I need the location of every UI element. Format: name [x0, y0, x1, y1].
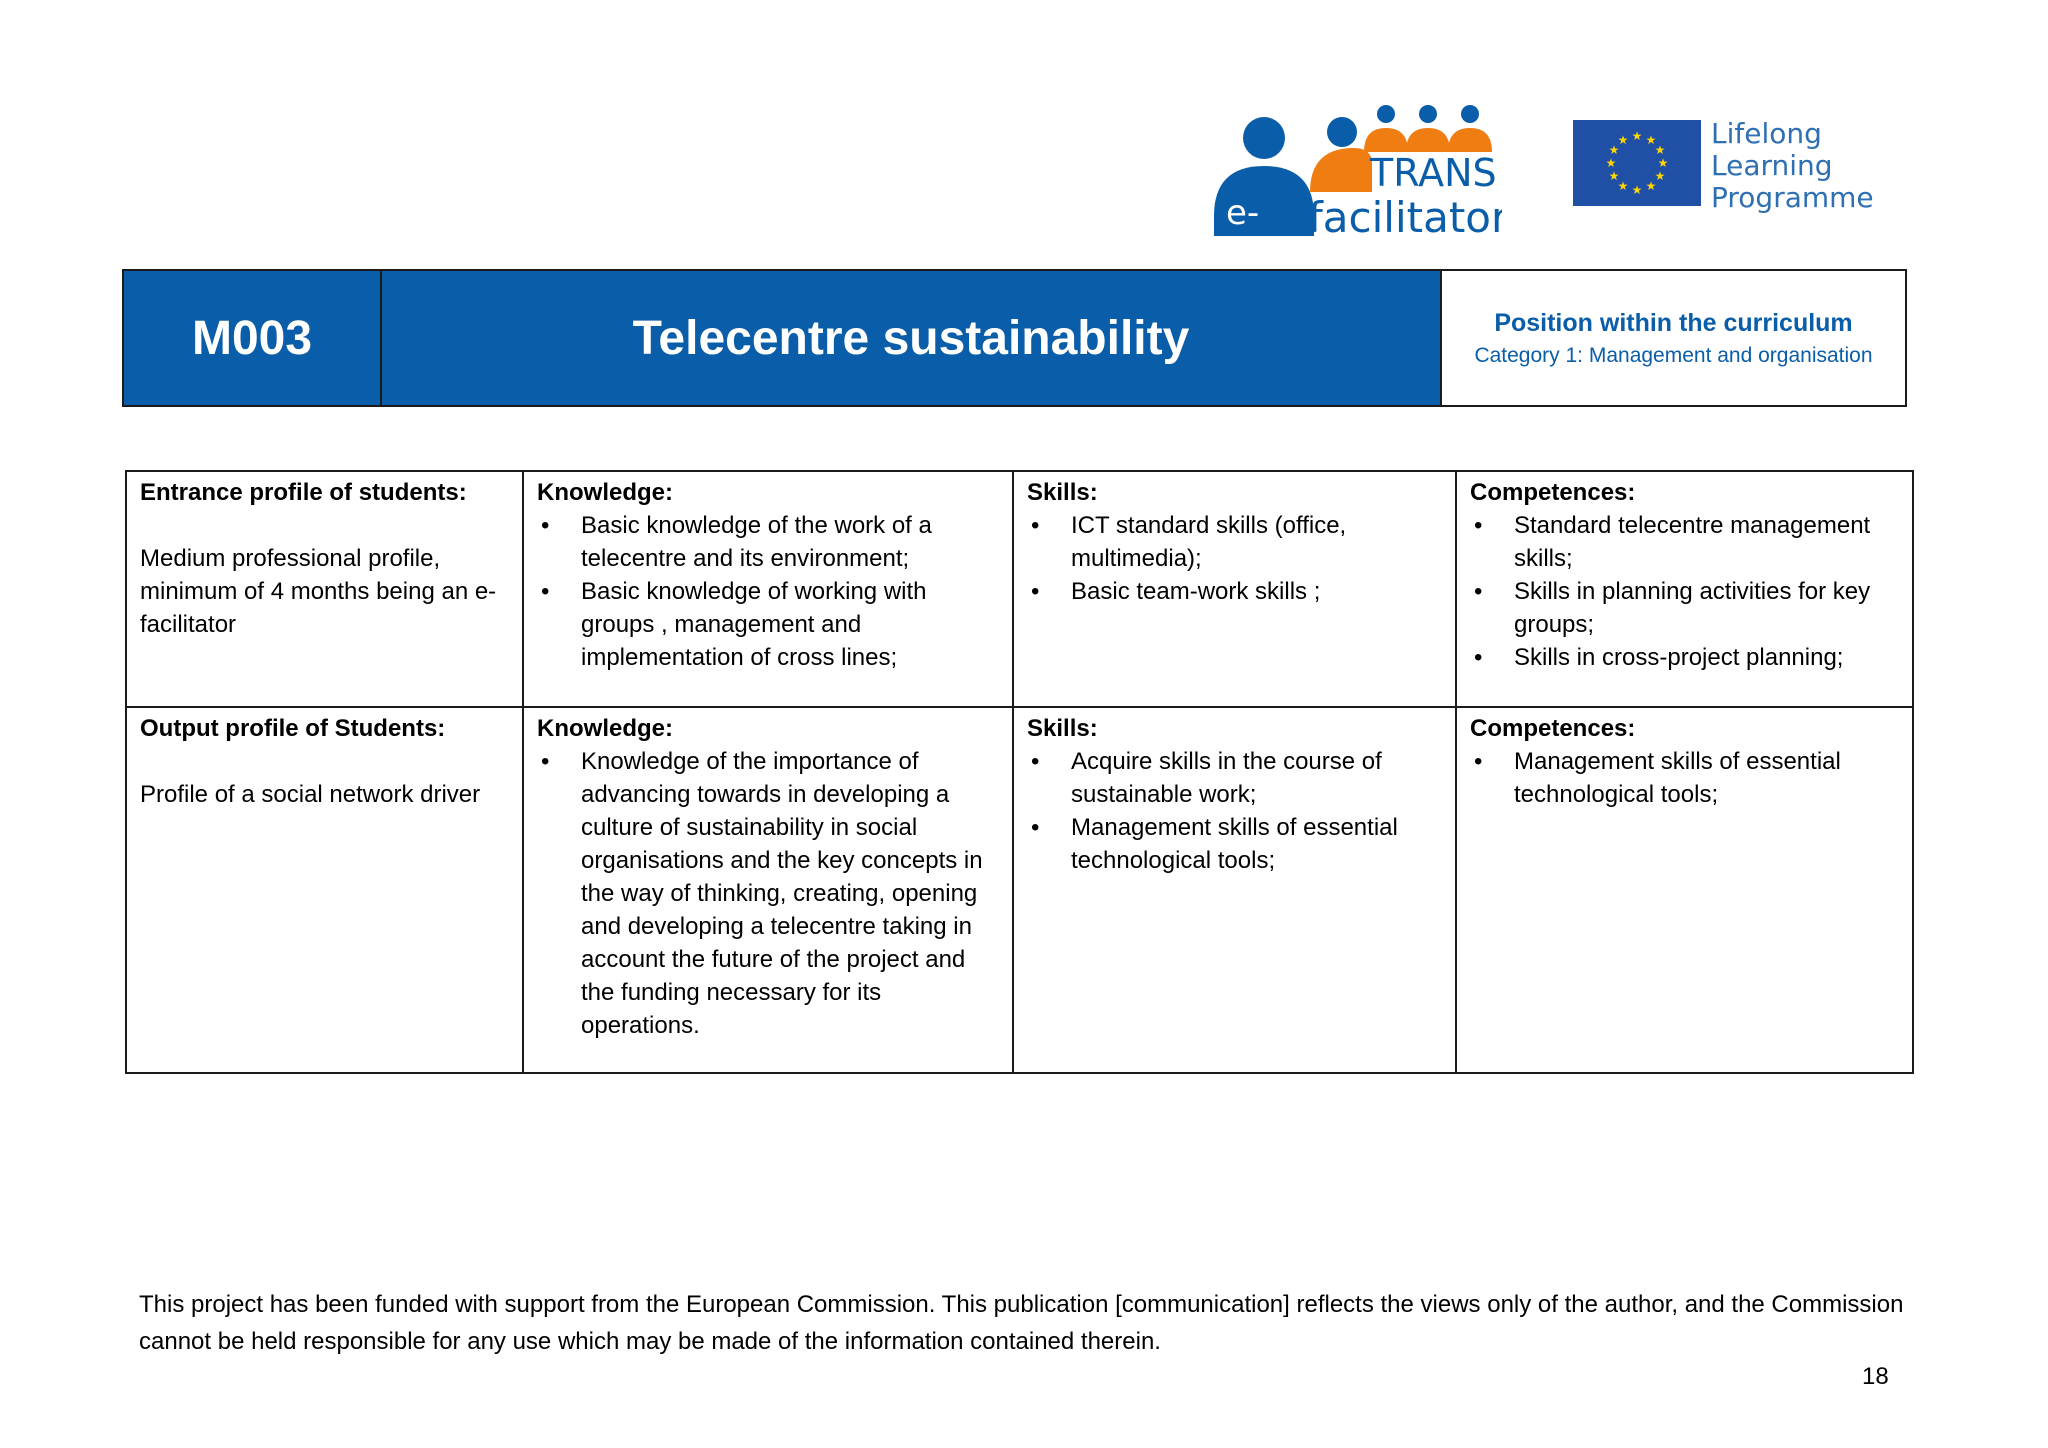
knowledge-heading: Knowledge:	[537, 715, 673, 742]
list-item: • Skills in cross-project planning;	[1470, 641, 1900, 674]
output-profile-text: Profile of a social network driver	[140, 781, 481, 808]
list-item: • ICT standard skills (office, multimedia);	[1027, 509, 1443, 575]
svg-text:★: ★	[1608, 169, 1620, 183]
lifelong-learning-logo	[1573, 117, 1883, 214]
svg-text:★: ★	[1645, 179, 1657, 193]
svg-text:★: ★	[1645, 133, 1657, 147]
list-item: • Acquire skills in the course of sustainable work;	[1027, 745, 1443, 811]
profile-table	[125, 470, 1914, 1074]
svg-text:★: ★	[1605, 156, 1617, 170]
svg-text:★: ★	[1654, 169, 1666, 183]
svg-text:★: ★	[1631, 129, 1643, 143]
list-item: • Basic team-work skills ;	[1027, 575, 1443, 608]
eu-flag-icon	[1573, 120, 1701, 206]
module-header	[122, 269, 1907, 407]
skills-cell	[1013, 707, 1456, 1073]
trans-efacilitator-logo	[1212, 100, 1502, 240]
svg-text:★: ★	[1631, 183, 1643, 197]
competences-heading: Competences:	[1470, 715, 1636, 742]
output-profile-cell	[126, 707, 523, 1073]
module-code: M003	[124, 271, 382, 405]
logo-trans-text: TRANS	[1370, 151, 1497, 195]
table-row	[126, 471, 1913, 707]
curriculum-position	[1440, 271, 1905, 405]
svg-text:★: ★	[1654, 143, 1666, 157]
llp-line-2: Learning	[1711, 149, 1833, 182]
competences-cell	[1456, 707, 1913, 1073]
list-item: • Skills in planning activities for key groups;	[1470, 575, 1900, 641]
competences-heading: Competences:	[1470, 479, 1636, 506]
list-item: • Management skills of essential technological tools;	[1027, 811, 1443, 877]
logo-prefix: e-	[1226, 193, 1260, 233]
svg-text:★: ★	[1617, 179, 1629, 193]
table-row	[126, 707, 1913, 1073]
module-title: Telecentre sustainability	[382, 271, 1440, 405]
svg-text:★: ★	[1608, 143, 1620, 157]
position-category: Category 1: Management and organisation	[1474, 343, 1873, 367]
list-item: • Basic knowledge of working with groups , management and implementation of cross lines;	[537, 575, 1000, 674]
knowledge-cell	[523, 471, 1013, 707]
svg-text:★: ★	[1617, 133, 1629, 147]
list-item: • Management skills of essential technological tools;	[1470, 745, 1900, 811]
entrance-profile-cell	[126, 471, 523, 707]
skills-heading: Skills:	[1027, 715, 1098, 742]
list-item: • Knowledge of the importance of advancing towards in developing a culture of sustainability in social organisations and the key concepts in the way of thinking, creating, opening and developing a telecentre taking in account the future of the project and the funding necessary for its operations.	[537, 745, 1000, 1042]
skills-heading: Skills:	[1027, 479, 1098, 506]
llp-line-3: Programme	[1711, 181, 1874, 214]
skills-cell	[1013, 471, 1456, 707]
output-profile-heading: Output profile of Students:	[140, 715, 446, 742]
people-logo-icon	[1212, 100, 1502, 240]
entrance-profile-text: Medium professional profile, minimum of 4 months being an e-facilitator	[140, 545, 497, 638]
knowledge-heading: Knowledge:	[537, 479, 673, 506]
svg-text:★: ★	[1657, 156, 1669, 170]
lifelong-learning-text	[1711, 118, 1874, 214]
logo-facilitator-text: facilitator	[1308, 193, 1502, 240]
list-item: • Standard telecentre management skills;	[1470, 509, 1900, 575]
llp-line-1: Lifelong	[1711, 117, 1822, 150]
entrance-profile-heading: Entrance profile of students:	[140, 479, 467, 506]
position-title: Position within the curriculum	[1494, 308, 1853, 337]
list-item: • Basic knowledge of the work of a telecentre and its environment;	[537, 509, 1000, 575]
competences-cell	[1456, 471, 1913, 707]
page-number: 18	[1862, 1363, 1889, 1390]
knowledge-cell	[523, 707, 1013, 1073]
funding-disclaimer: This project has been funded with support from the European Commission. This publication [communication] reflects the views only of the author, and the Commission cannot be held responsible for any use which may be made of the information contained therein.	[139, 1291, 1904, 1355]
